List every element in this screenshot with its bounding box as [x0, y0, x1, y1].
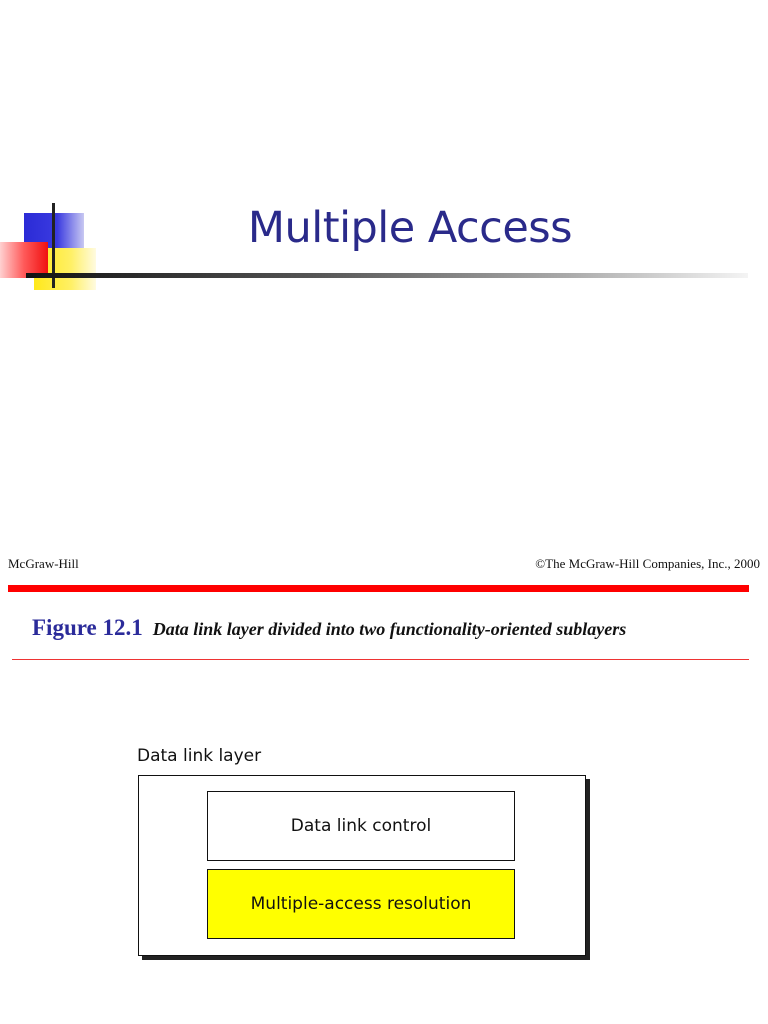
figure-number: Figure 12.1: [32, 615, 143, 640]
slide-divider: [8, 585, 749, 592]
footer-copyright: ©The McGraw-Hill Companies, Inc., 2000: [535, 556, 760, 571]
decor-horizontal-line: [26, 273, 748, 278]
layer-label: Data link layer: [137, 746, 262, 766]
sublayer-data-link-control: Data link control: [207, 791, 515, 861]
figure-caption: [32, 615, 626, 641]
caption-underline: [12, 659, 749, 660]
slide-title: Multiple Access: [247, 203, 573, 253]
footer-publisher: McGraw-Hill: [8, 556, 79, 571]
figure-caption-text: Data link layer divided into two functionality-oriented sublayers: [152, 619, 627, 639]
sublayer-multiple-access-resolution: Multiple-access resolution: [207, 869, 515, 939]
